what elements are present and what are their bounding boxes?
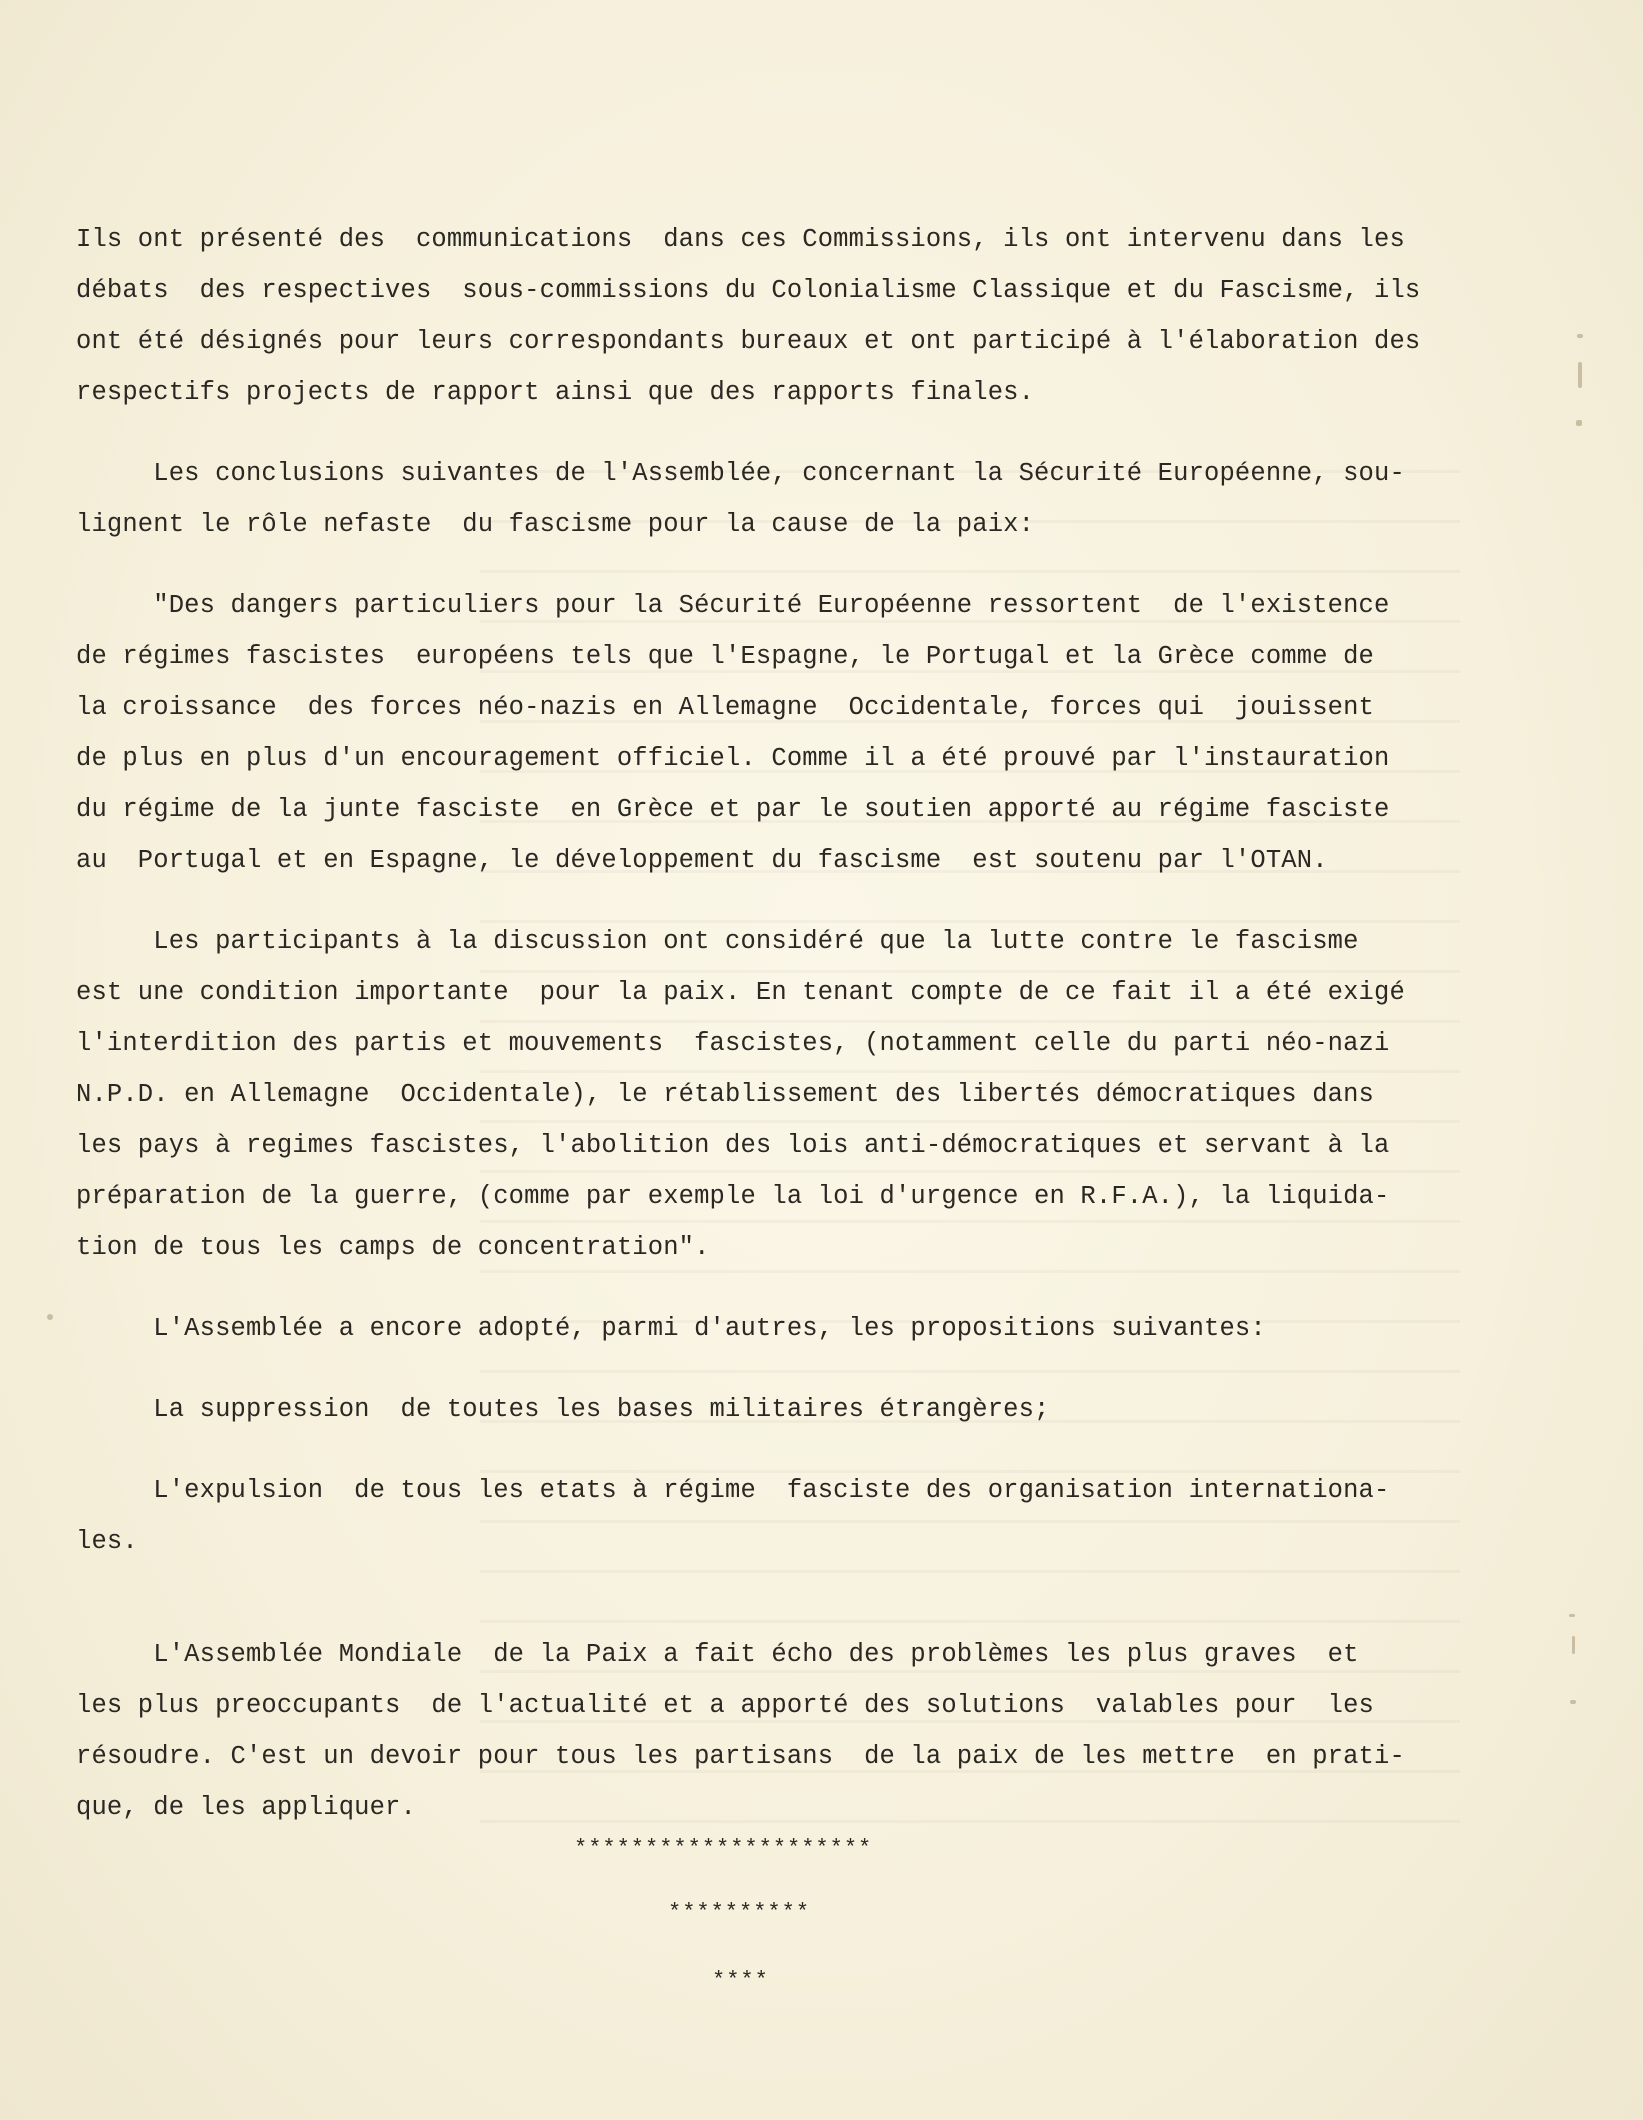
text-line: la croissance des forces néo-nazis en Allemagne Occidentale, forces qui jouissent xyxy=(76,693,1375,722)
text-line: respectifs projects de rapport ainsi que des rapports finales. xyxy=(76,378,1035,407)
paper-mark xyxy=(1576,420,1582,426)
paper-mark xyxy=(1572,1636,1575,1654)
paragraph-6 xyxy=(76,1384,1446,1435)
text-line: que, de les appliquer. xyxy=(76,1793,416,1822)
separator-stars-long: ********************* xyxy=(574,1836,873,1861)
text-line: résoudre. C'est un devoir pour tous les partisans de la paix de les mettre en prati- xyxy=(76,1742,1405,1771)
text-line: L'Assemblée Mondiale de la Paix a fait écho des problèmes les plus graves et xyxy=(76,1640,1359,1669)
paragraph-2 xyxy=(76,448,1446,550)
paragraph-5 xyxy=(76,1303,1446,1354)
document-body xyxy=(76,214,1446,1833)
text-line: est une condition importante pour la paix. En tenant compte de ce fait il a été exigé xyxy=(76,978,1405,1007)
text-line: de régimes fascistes européens tels que l'Espagne, le Portugal et la Grèce comme de xyxy=(76,642,1375,671)
text-line: Ils ont présenté des communications dans ces Commissions, ils ont intervenu dans les xyxy=(76,225,1405,254)
paper-mark xyxy=(1578,362,1582,388)
paragraph-8 xyxy=(76,1629,1446,1833)
paragraph-7 xyxy=(76,1465,1446,1567)
text-line: N.P.D. en Allemagne Occidentale), le rétablissement des libertés démocratiques dans xyxy=(76,1080,1375,1109)
text-line: les pays à regimes fascistes, l'abolition des lois anti-démocratiques et servant à la xyxy=(76,1131,1390,1160)
separator-stars-short: **** xyxy=(712,1968,769,1993)
text-line: du régime de la junte fasciste en Grèce et par le soutien apporté au régime fasciste xyxy=(76,795,1390,824)
text-line: L'Assemblée a encore adopté, parmi d'autres, les propositions suivantes: xyxy=(76,1314,1266,1343)
text-line: au Portugal et en Espagne, le développement du fascisme est soutenu par l'OTAN. xyxy=(76,846,1328,875)
paragraph-4-quote xyxy=(76,916,1446,1273)
separator-stars-medium: ********** xyxy=(668,1900,811,1925)
text-line: La suppression de toutes les bases militaires étrangères; xyxy=(76,1395,1050,1424)
paragraph-3-quote xyxy=(76,580,1446,886)
text-line: débats des respectives sous-commissions du Colonialisme Classique et du Fascisme, ils xyxy=(76,276,1421,305)
text-line: préparation de la guerre, (comme par exemple la loi d'urgence en R.F.A.), la liquida- xyxy=(76,1182,1390,1211)
text-line: "Des dangers particuliers pour la Sécurité Européenne ressortent de l'existence xyxy=(76,591,1390,620)
paper-mark xyxy=(1577,334,1583,338)
text-line: Les conclusions suivantes de l'Assemblée, concernant la Sécurité Européenne, sou- xyxy=(76,459,1405,488)
text-line: Les participants à la discussion ont considéré que la lutte contre le fascisme xyxy=(76,927,1359,956)
text-line: les. xyxy=(76,1527,138,1556)
paper-mark xyxy=(1569,1614,1575,1617)
text-line: ont été désignés pour leurs correspondants bureaux et ont participé à l'élaboration des xyxy=(76,327,1421,356)
text-line: l'interdition des partis et mouvements fascistes, (notamment celle du parti néo-nazi xyxy=(76,1029,1390,1058)
text-line: tion de tous les camps de concentration". xyxy=(76,1233,710,1262)
text-line: L'expulsion de tous les etats à régime fasciste des organisation internationa- xyxy=(76,1476,1390,1505)
paper-mark xyxy=(47,1314,53,1320)
text-line: de plus en plus d'un encouragement officiel. Comme il a été prouvé par l'instauration xyxy=(76,744,1390,773)
paper-mark xyxy=(1570,1700,1576,1704)
text-line: les plus preoccupants de l'actualité et a apporté des solutions valables pour les xyxy=(76,1691,1375,1720)
text-line: lignent le rôle nefaste du fascisme pour la cause de la paix: xyxy=(76,510,1035,539)
paragraph-1 xyxy=(76,214,1446,418)
